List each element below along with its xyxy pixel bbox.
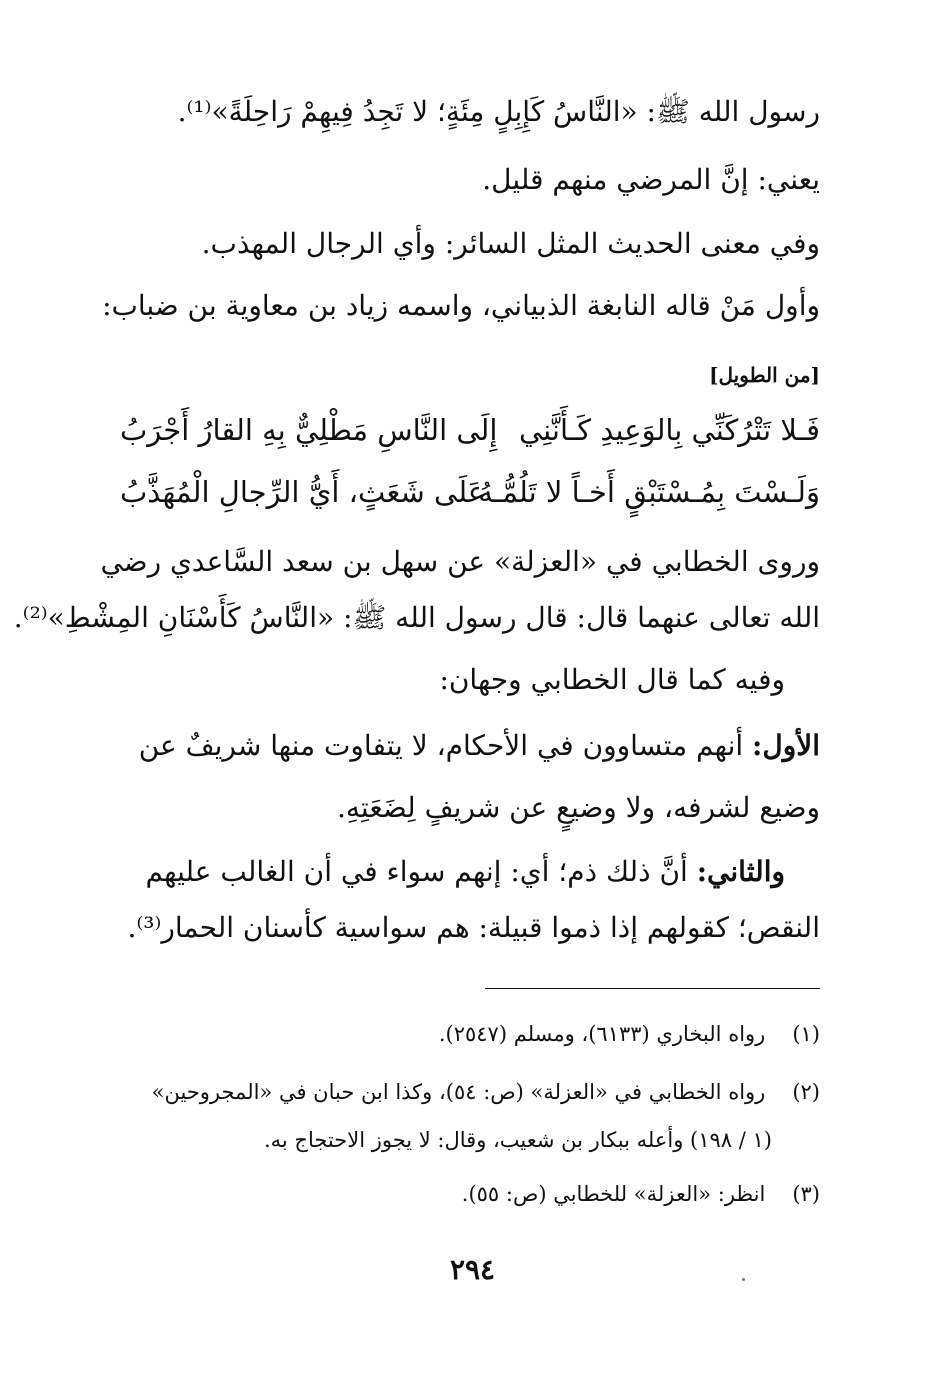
verse-1 <box>120 408 820 452</box>
footnote-1-text: رواه البخاري (٦١٣٣)، ومسلم (٢٥٤٧). <box>438 1022 766 1046</box>
footnote-3 <box>120 1178 820 1210</box>
footnote-1 <box>120 1018 820 1050</box>
body-line-2: يعني: إنَّ المرضي منهم قليل. <box>482 163 820 196</box>
verse-2-second-hemistich: عَلَى شَعَثٍ، أَيُّ الرِّجالِ الْمُهَذَّبُ <box>120 475 486 509</box>
body-line-11: النقص؛ كقولهم إذا ذموا قبيلة: هم سواسية كأسنان الحمار⁽³⁾. <box>127 911 820 944</box>
body-line-6: الله تعالى عنهما قال: قال رسول الله ﷺ: «النَّاسُ كَأَسْنَانِ المِشْطِ»⁽²⁾. <box>13 601 820 634</box>
page-number: ٢٩٤ <box>449 1253 496 1286</box>
footnote-2-continuation: (١ / ١٩٨) وأعله ببكار بن شعيب، وقال: لا يجوز الاحتجاج به. <box>263 1128 772 1152</box>
body-line-3: وفي معنى الحديث المثل السائر: وأي الرجال المهذب. <box>201 227 820 260</box>
body-line-9: وضيع لشرفه، ولا وضيعٍ عن شريفٍ لِضَعَتِهِ. <box>337 791 820 824</box>
body-line-4: وأول مَنْ قاله النابغة الذبياني، واسمه زياد بن معاوية بن ضباب: <box>102 289 820 322</box>
footnote-separator <box>485 988 820 989</box>
footnote-3-text: انظر: «العزلة» للخطابي (ص: ٥٥). <box>461 1182 766 1206</box>
first-text: أنهم متساوون في الأحكام، لا يتفاوت منها شريفٌ عن <box>138 729 744 762</box>
second-label: والثاني: <box>696 855 785 888</box>
footnote-2 <box>120 1076 820 1108</box>
footnote-3-number: (٣) <box>792 1182 820 1206</box>
body-line-1: رسول الله ﷺ: «النَّاسُ كَإِبِلٍ مِئَةٍ؛ لا تَجِدُ فِيهِمْ رَاحِلَةً»⁽¹⁾. <box>177 95 820 128</box>
body-line-7: وفيه كما قال الخطابي وجهان: <box>439 663 785 696</box>
verse-2-first-hemistich: وَلَـسْتَ بِمُـسْتَبْقٍ أَخـاً لا تَلُمُّـهُ <box>478 475 820 509</box>
second-text: أنَّ ذلك ذم؛ أي: إنهم سواء في أن الغالب عليهم <box>145 855 688 888</box>
paragraph-second-line <box>120 852 785 892</box>
verse-1-first-hemistich: فَـلا تَتْرُكَنِّي بِالوَعِيدِ كَـأَنَّنِي <box>518 413 820 447</box>
footnote-1-number: (١) <box>792 1022 820 1046</box>
scan-speck <box>742 1278 745 1281</box>
verse-1-second-hemistich: إِلَى النَّاسِ مَطْلِيٌّ بِهِ القارُ أَجْرَبُ <box>120 413 498 447</box>
paragraph-first-line <box>120 726 820 766</box>
verse-2 <box>120 470 820 514</box>
meter-label: [من الطويل] <box>709 363 820 387</box>
footnote-2-text: رواه الخطابي في «العزلة» (ص: ٥٤)، وكذا ابن حبان في «المجروحين» <box>151 1080 766 1104</box>
body-line-5: وروى الخطابي في «العزلة» عن سهل بن سعد السَّاعدي رضي <box>100 545 820 578</box>
first-label: الأول: <box>752 729 820 762</box>
footnote-2-number: (٢) <box>792 1080 820 1104</box>
